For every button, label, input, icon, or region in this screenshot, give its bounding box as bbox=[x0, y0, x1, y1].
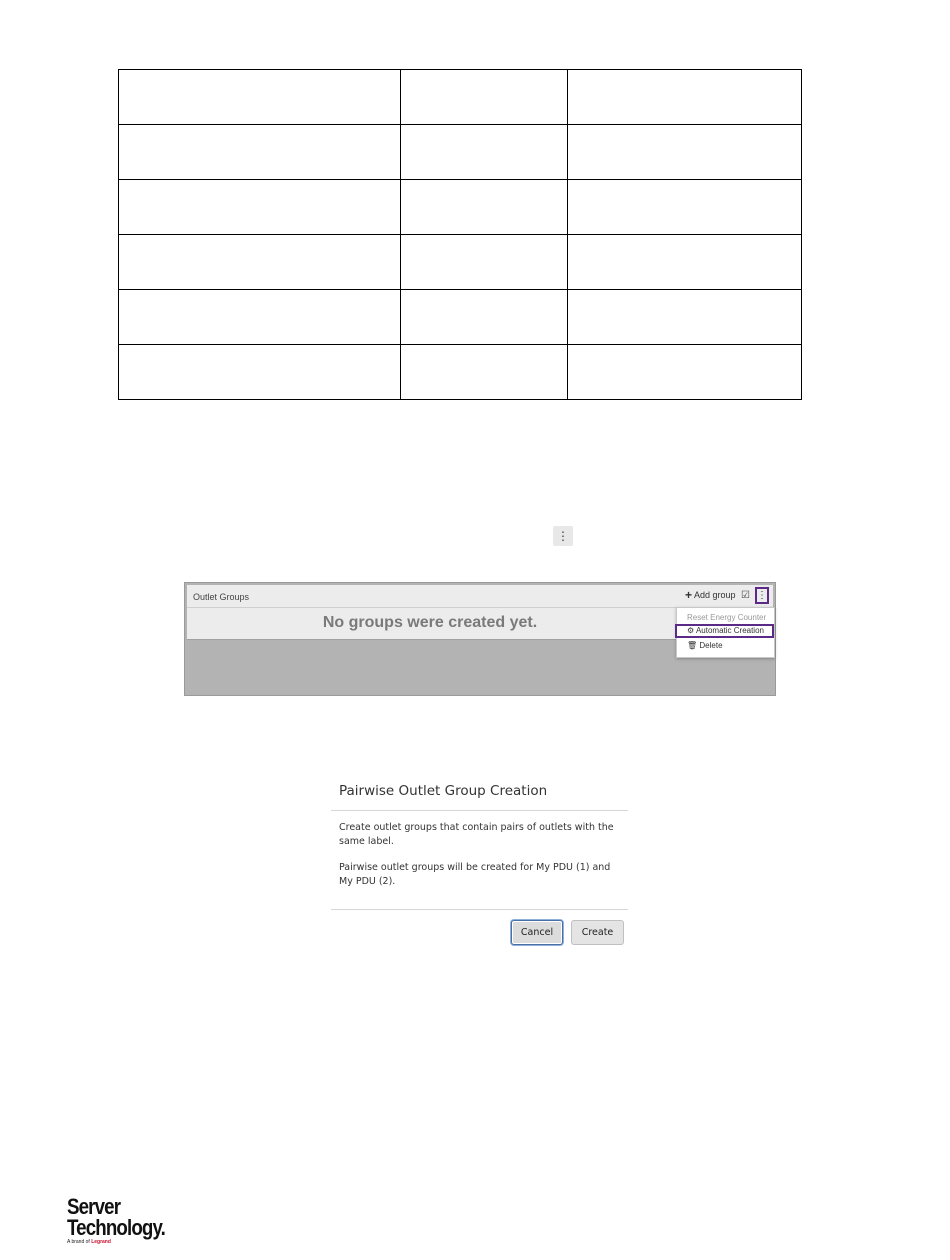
panel-title: Outlet Groups bbox=[193, 592, 250, 602]
kebab-menu-icon: ⋮ bbox=[553, 526, 573, 546]
outlet-groups-screenshot bbox=[184, 582, 776, 696]
tagline-prefix: A brand of bbox=[67, 1239, 92, 1245]
gear-icon: ⚙ bbox=[687, 626, 695, 635]
trash-icon: 🗑 bbox=[687, 641, 698, 650]
dialog-paragraph: Pairwise outlet groups will be created for My PDU (1) and My PDU (2). bbox=[339, 862, 611, 887]
server-technology-logo bbox=[67, 1194, 182, 1246]
create-button[interactable]: Create bbox=[571, 920, 624, 945]
menu-item-label: Automatic Creation bbox=[695, 626, 764, 635]
empty-message: No groups were created yet. bbox=[322, 614, 538, 631]
empty-table bbox=[118, 69, 802, 400]
logo-tagline bbox=[67, 1239, 182, 1246]
more-options-button[interactable] bbox=[755, 587, 769, 604]
menu-item-automatic-creation[interactable] bbox=[675, 624, 774, 638]
table-row bbox=[119, 235, 802, 290]
table-row bbox=[119, 70, 802, 125]
plus-icon: + bbox=[685, 588, 693, 602]
pairwise-creation-dialog bbox=[331, 774, 628, 954]
table-cell bbox=[401, 125, 568, 180]
logo-line2: Technology. bbox=[67, 1215, 166, 1240]
table-cell bbox=[119, 345, 401, 400]
menu-item-label: Delete bbox=[699, 641, 723, 650]
dialog-title: Pairwise Outlet Group Creation bbox=[339, 783, 548, 799]
table-cell bbox=[568, 70, 802, 125]
table-cell bbox=[119, 290, 401, 345]
divider bbox=[331, 810, 628, 811]
add-group-button[interactable] bbox=[685, 590, 736, 600]
menu-item-delete[interactable] bbox=[687, 641, 723, 650]
table-cell bbox=[119, 125, 401, 180]
add-group-label: Add group bbox=[694, 590, 736, 600]
menu-item-reset-energy-counter[interactable]: Reset Energy Counter bbox=[687, 613, 767, 622]
table-cell bbox=[401, 290, 568, 345]
table-cell bbox=[568, 235, 802, 290]
table-cell bbox=[401, 70, 568, 125]
table-row bbox=[119, 180, 802, 235]
table-cell bbox=[119, 180, 401, 235]
logo-line1: Server bbox=[67, 1194, 121, 1219]
dialog-paragraph: Create outlet groups that contain pairs of outlets with the same label. bbox=[339, 822, 614, 847]
table-row bbox=[119, 345, 802, 400]
kebab-menu-icon: ⋮ bbox=[757, 590, 767, 601]
table-cell bbox=[568, 345, 802, 400]
table-cell bbox=[119, 235, 401, 290]
table-cell bbox=[568, 125, 802, 180]
table-cell bbox=[401, 180, 568, 235]
table-cell bbox=[401, 345, 568, 400]
cancel-button[interactable]: Cancel bbox=[511, 920, 563, 945]
checkbox-edit-icon[interactable]: ☑ bbox=[741, 590, 750, 601]
table-cell bbox=[119, 70, 401, 125]
table-cell bbox=[568, 180, 802, 235]
table-cell bbox=[568, 290, 802, 345]
table-row bbox=[119, 125, 802, 180]
table-row bbox=[119, 290, 802, 345]
options-dropdown bbox=[676, 607, 775, 658]
panel-header bbox=[187, 585, 773, 608]
table-cell bbox=[401, 235, 568, 290]
divider bbox=[331, 909, 628, 910]
tagline-brand: Legrand bbox=[91, 1239, 111, 1245]
